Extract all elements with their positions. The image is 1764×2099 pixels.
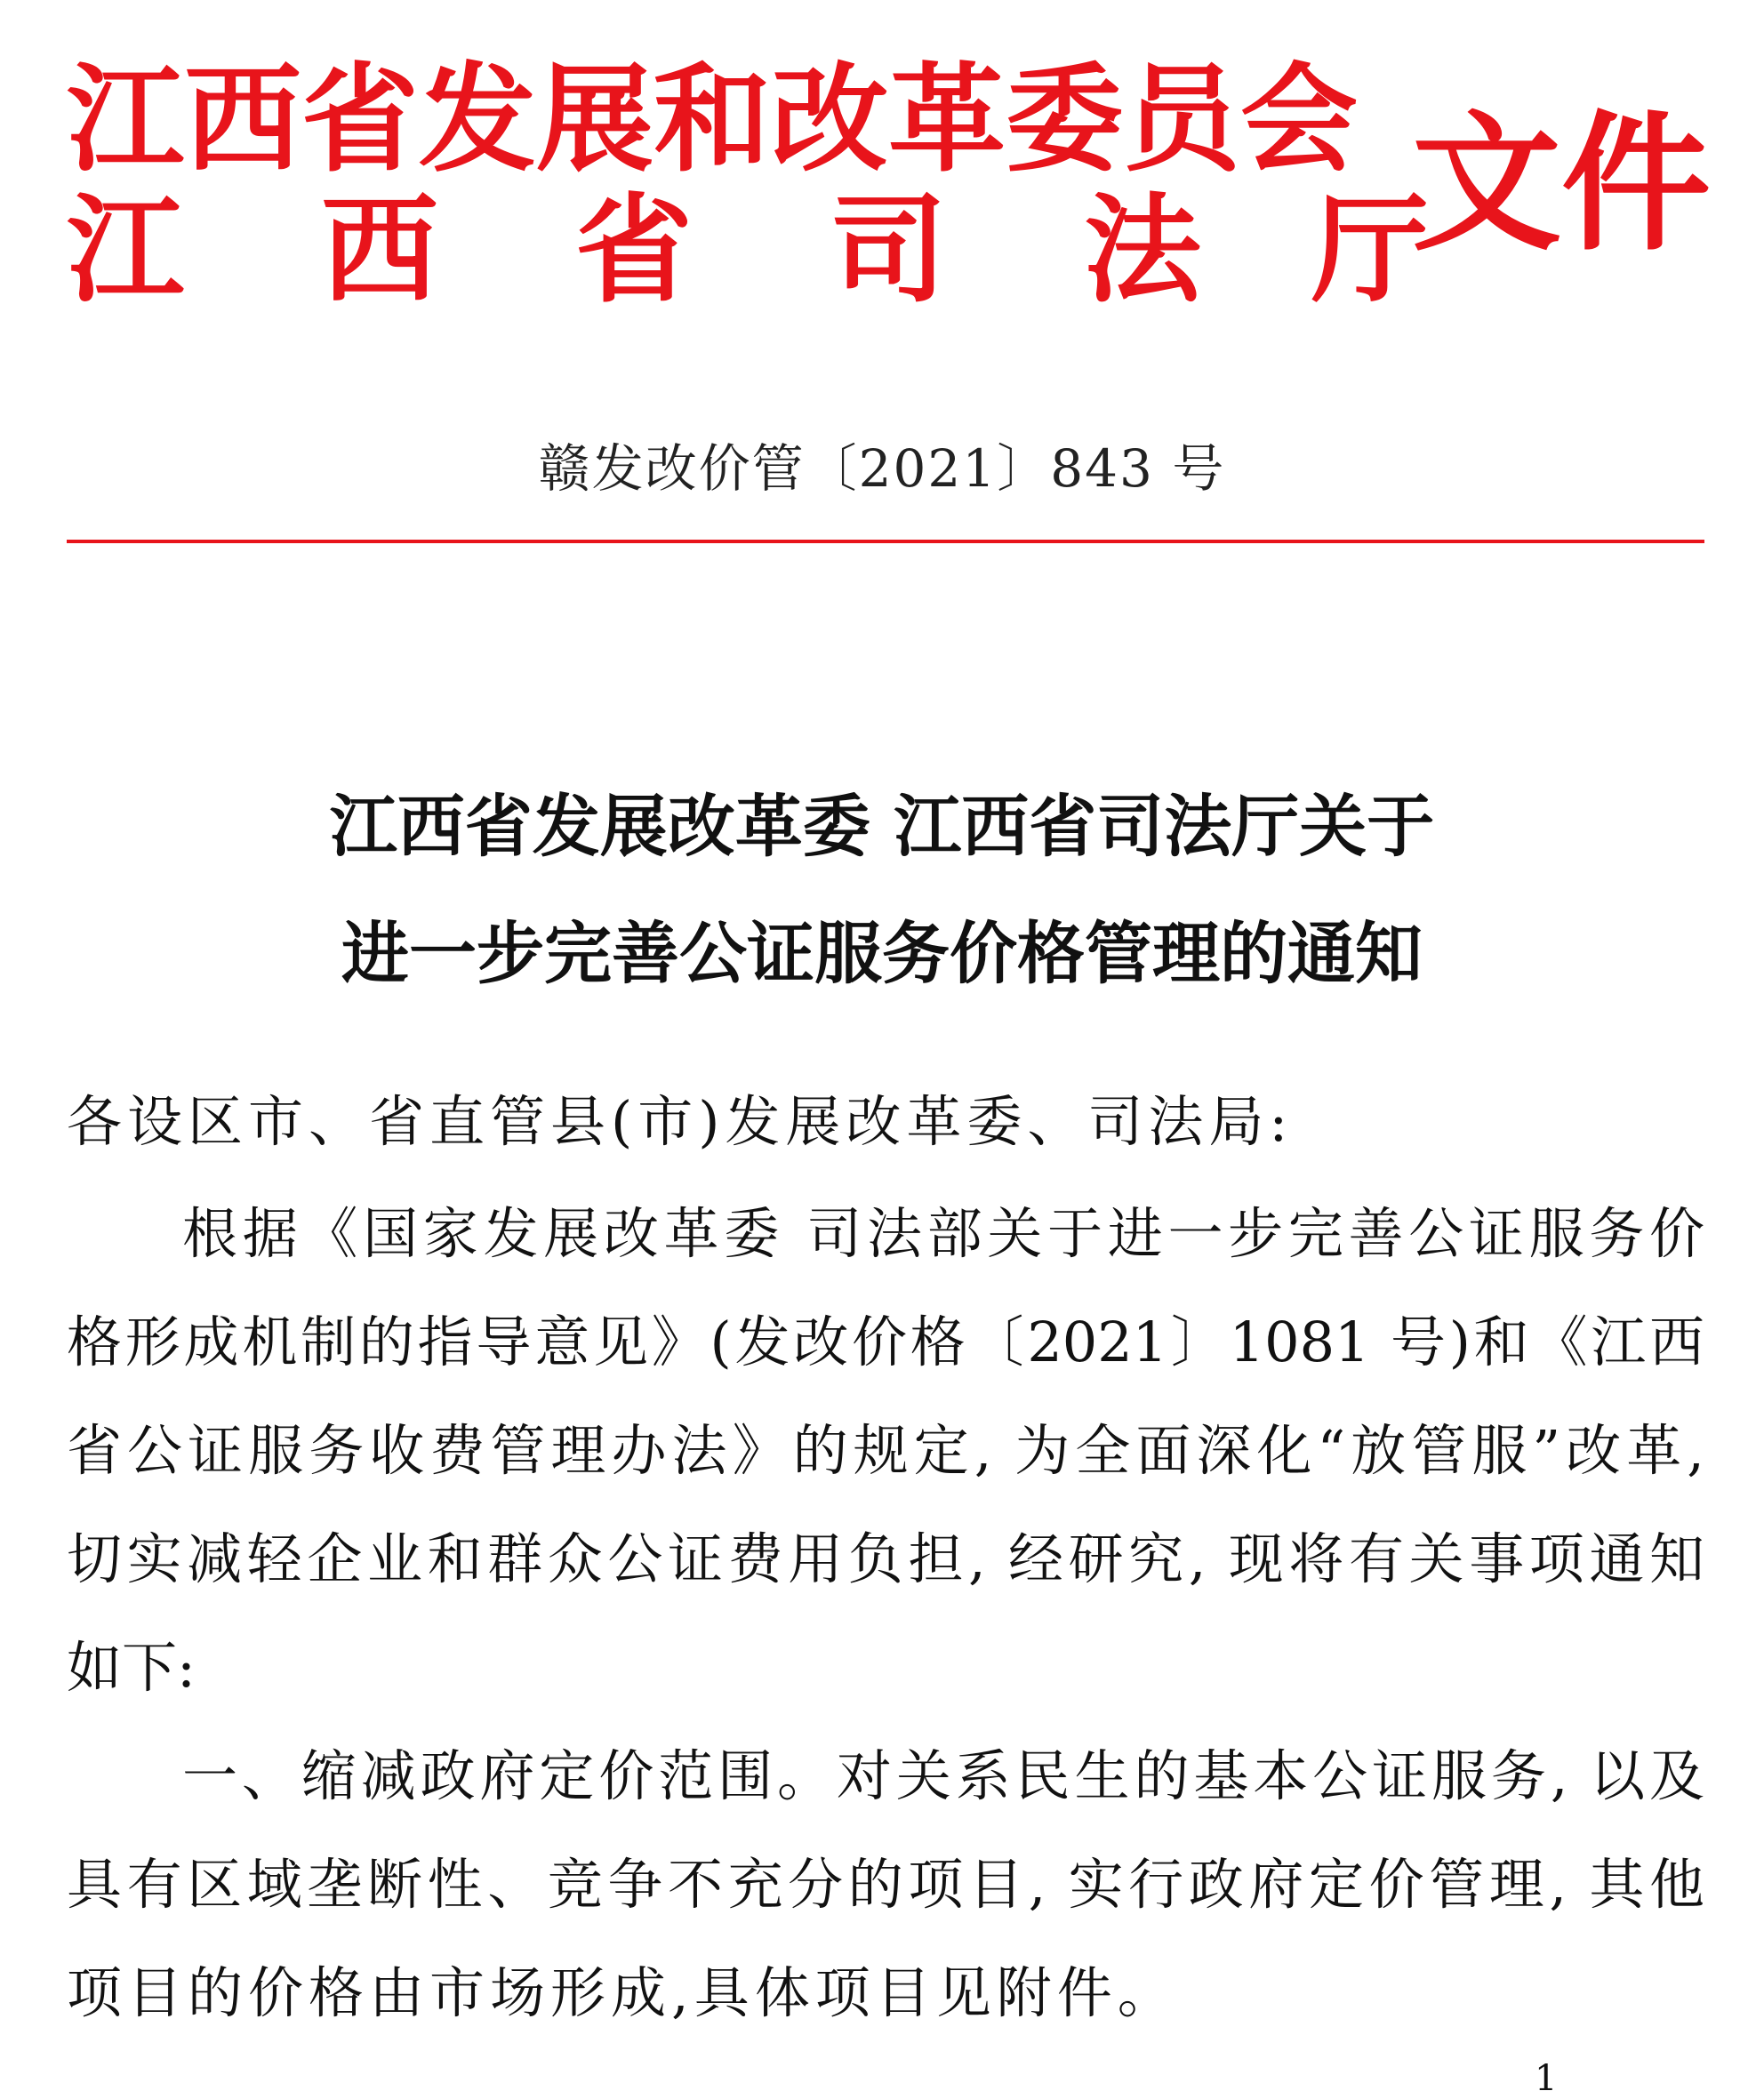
letterhead-char: 省 — [575, 182, 693, 319]
letterhead-char: 江 — [67, 182, 184, 319]
paragraph-line: 如下: — [67, 1635, 196, 1700]
letterhead-char: 厅 — [1311, 182, 1429, 319]
paragraph-line: 格形成机制的指导意见》(发改价格〔2021〕1081 号)和《江西 — [67, 1310, 1704, 1374]
letterhead-issuer-ndrc: 江西省发展和改革委员会 — [67, 52, 1358, 188]
red-divider — [67, 540, 1704, 543]
paragraph-line: 一、缩减政府定价范围。对关系民生的基本公证服务, 以及 — [182, 1743, 1704, 1808]
document-title-line-1: 江西省发展改革委 江西省司法厅关于 — [329, 787, 1435, 866]
document-number: 赣发改价管〔2021〕843 号 — [538, 438, 1226, 499]
document-title-line-2: 进一步完善公证服务价格管理的通知 — [341, 914, 1423, 993]
letterhead-char: 司 — [830, 182, 947, 319]
paragraph-line: 切实减轻企业和群众公证费用负担, 经研究, 现将有关事项通知 — [67, 1526, 1704, 1591]
letterhead-char: 西 — [321, 182, 438, 319]
salutation: 各设区市、省直管县(市)发展改革委、司法局: — [67, 1089, 1294, 1154]
paragraph-line: 根据《国家发展改革委 司法部关于进一步完善公证服务价 — [182, 1201, 1704, 1266]
letterhead-char: 法 — [1084, 182, 1201, 319]
letterhead-suffix: 文件 — [1412, 97, 1711, 271]
paragraph-line: 具有区域垄断性、竞争不充分的项目, 实行政府定价管理, 其他 — [67, 1852, 1704, 1917]
page-number: 1 — [1535, 2058, 1558, 2099]
paragraph-line: 项目的价格由市场形成,具体项目见附件。 — [67, 1960, 1178, 2025]
paragraph-line: 省公证服务收费管理办法》的规定, 为全面深化“放管服”改革, — [67, 1418, 1704, 1483]
